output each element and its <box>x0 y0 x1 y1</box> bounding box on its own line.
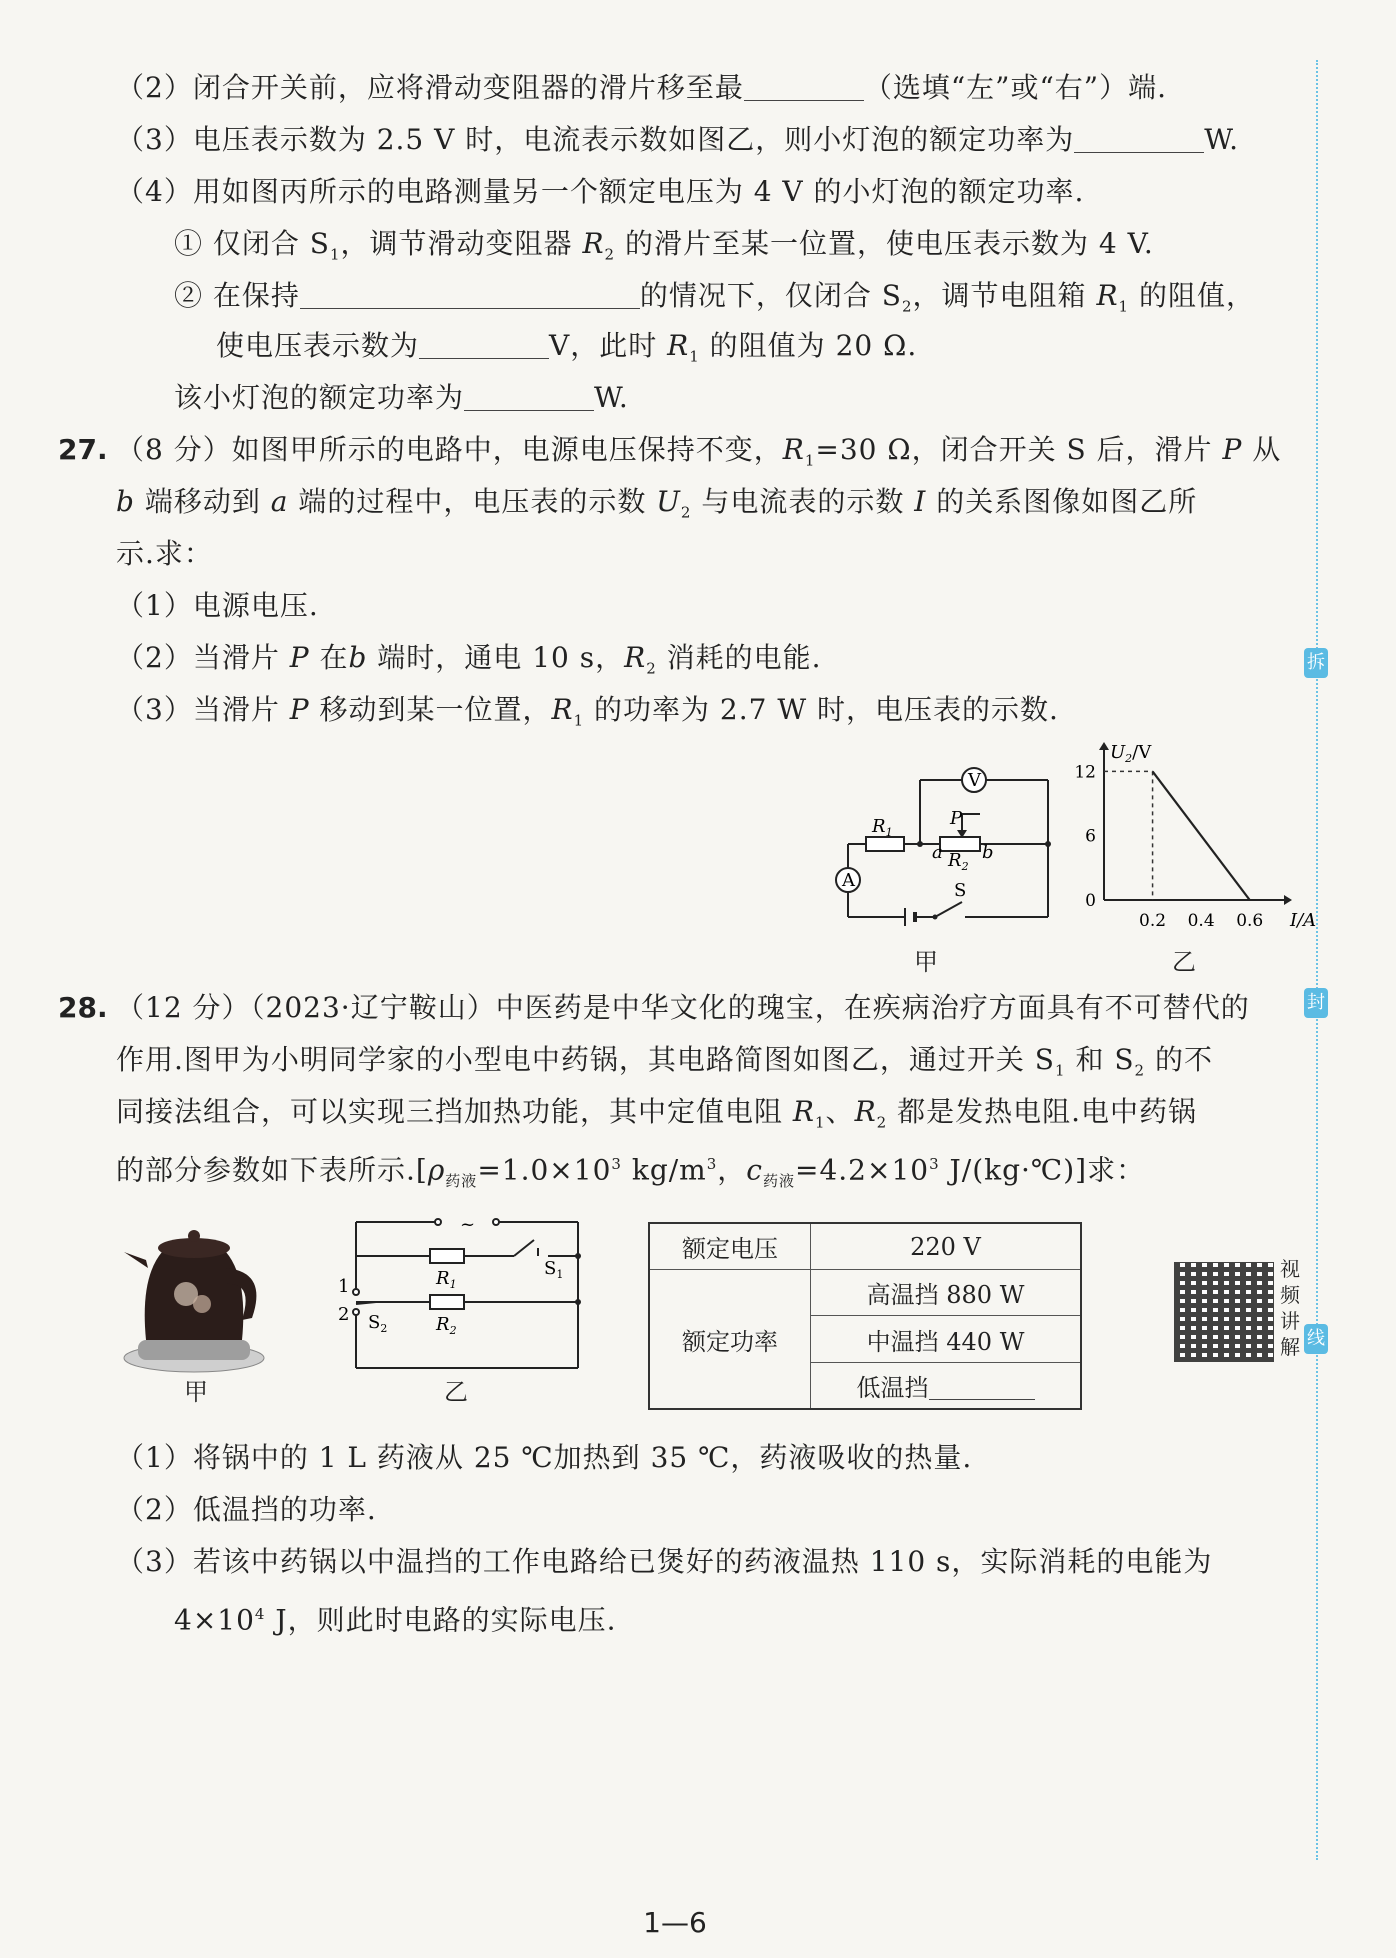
answer-blank[interactable] <box>1074 124 1204 153</box>
q28-part2: （2）低温挡的功率. <box>116 1493 377 1526</box>
y-tick-label: 6 <box>1085 826 1096 847</box>
table-cell: 额定功率 <box>649 1270 811 1409</box>
switch-icon <box>935 902 962 917</box>
pot-parameter-table <box>648 1222 1082 1410</box>
q28-circuit-diagram <box>330 1208 590 1378</box>
answer-blank[interactable] <box>929 1371 1035 1400</box>
table-cell: 高温挡 880 W <box>811 1270 1082 1316</box>
q27-stem-line1: （8 分）如图甲所示的电路中，电源电压保持不变，$R_1=30$ Ω，闭合开关 S 后，滑片 P 从 <box>116 433 1282 470</box>
y-tick-label: 12 <box>1074 762 1096 783</box>
herbal-pot-photo <box>118 1208 278 1378</box>
r2-label: $R_2$ <box>436 1314 457 1337</box>
r1-label: $R_1$ <box>872 816 893 839</box>
side-tag-xian: 线 <box>1304 1324 1328 1354</box>
q28-part3: （3）若该中药锅以中温挡的工作电路给已煲好的药液温热 110 s，实际消耗的电能为 <box>116 1545 1213 1578</box>
q27-fig-yi-caption: 乙 <box>1172 948 1196 976</box>
q28-number: 28. <box>58 991 108 1024</box>
answer-blank[interactable] <box>744 72 864 101</box>
q26-part4-result: 该小灯泡的额定功率为 W. <box>174 381 629 414</box>
resistor-r1 <box>866 837 904 851</box>
b-label: b <box>982 842 994 863</box>
x-axis-arrow <box>1284 895 1292 905</box>
q27-stem-line2: b 端移动到 a 端的过程中，电压表的示数 $U_2$ 与电流表的示数 I 的关系图像如图乙所 <box>116 485 1198 522</box>
qr-caption: 视频讲解 <box>1280 1257 1300 1359</box>
q28-stem-line2: 作用.图甲为小明同学家的小型电中药锅，其电路简图如图乙，通过开关 $S_1$ 和 $S_2$ 的不 <box>116 1043 1213 1080</box>
p-label: P <box>950 808 963 829</box>
side-tag-feng: 封 <box>1304 988 1328 1018</box>
y-tick-label: 0 <box>1085 891 1096 911</box>
series-line <box>1153 771 1250 900</box>
side-tag-chai: 拆 <box>1304 648 1328 678</box>
ac-source-label: ~ <box>460 1214 476 1235</box>
q27-part3: （3）当滑片 P 移动到某一位置，$R_1$ 的功率为 2.7 W 时，电压表的示数. <box>116 693 1059 730</box>
table-cell: 额定电压 <box>649 1223 811 1270</box>
table-cell: 中温挡 440 W <box>811 1316 1082 1362</box>
ammeter-label: A <box>842 870 855 891</box>
q28-stem-line4: 的部分参数如下表所示$.[\rho_{药液}=1.0\times 10^3$ $kg/m^3$，$c_{药液}=4.2\times 10^3$ J/(kg·℃)]求： <box>116 1153 1146 1190</box>
rheostat-r2 <box>940 837 980 851</box>
q27-number: 27. <box>58 433 108 466</box>
q27-circuit-diagram <box>820 752 1060 952</box>
contact-2-label: 2 <box>338 1304 350 1325</box>
q26-part4-step2: ② 在保持 的情况下，仅闭合 $S_2$，调节电阻箱 $R_1$ 的阻值， <box>174 279 1255 316</box>
y-axis-label: $U_2/V$ <box>1110 742 1152 765</box>
s2-label: $S_2$ <box>368 1312 388 1335</box>
r2-label: $R_2$ <box>948 850 969 873</box>
q27-part2: （2）当滑片 P 在b 端时，通电 10 s，$R_2$ 消耗的电能. <box>116 641 822 678</box>
q27-graph <box>1070 740 1317 940</box>
answer-blank[interactable] <box>419 330 549 359</box>
x-tick-label: 0.4 <box>1187 911 1215 931</box>
switch-label: S <box>954 880 967 901</box>
resistor-r2 <box>430 1295 464 1309</box>
q28-part3-cont: $4\times 10^4$ J，则此时电路的实际电压. <box>174 1603 617 1637</box>
resistor-r1 <box>430 1249 464 1263</box>
q26-part4-step2-cont: 使电压表示数为 V，此时 $R_1$ 的阻值为 20 Ω. <box>216 329 918 366</box>
q27-stem-line3: 示.求： <box>116 537 213 570</box>
q28-fig-jia-caption: 甲 <box>184 1378 208 1406</box>
answer-blank[interactable] <box>464 382 594 411</box>
contact-1-label: 1 <box>338 1276 350 1297</box>
y-axis-arrow <box>1099 742 1109 750</box>
q28-stem-line1: （12 分）（2023·辽宁鞍山）中医药是中华文化的瑰宝，在疾病治疗方面具有不可替代的 <box>116 991 1250 1024</box>
table-cell: 低温挡 <box>811 1362 1082 1409</box>
q27-part1: （1）电源电压. <box>116 589 319 622</box>
r1-label: $R_1$ <box>436 1268 457 1291</box>
q26-part3: （3）电压表示数为 2.5 V 时，电流表示数如图乙，则小灯泡的额定功率为 W. <box>116 123 1240 156</box>
s1-label: $S_1$ <box>544 1258 564 1281</box>
answer-blank[interactable] <box>300 280 640 309</box>
page-number: 1—6 <box>643 1906 707 1939</box>
voltmeter-label: V <box>968 770 981 791</box>
qr-code-icon[interactable] <box>1174 1262 1274 1362</box>
q28-fig-yi-caption: 乙 <box>444 1378 468 1406</box>
q28-part1: （1）将锅中的 1 L 药液从 25 ℃加热到 35 ℃，药液吸收的热量. <box>116 1441 973 1474</box>
q26-part4-step1: ① 仅闭合 $S_1$，调节滑动变阻器 $R_2$ 的滑片至某一位置，使电压表示数为 4 V. <box>174 227 1154 264</box>
q26-part4: （4）用如图丙所示的电路测量另一个额定电压为 4 V 的小灯泡的额定功率. <box>116 175 1085 208</box>
table-cell: 220 V <box>811 1223 1082 1270</box>
x-axis-label: I/A <box>1290 910 1317 931</box>
q28-stem-line3: 同接法组合，可以实现三挡加热功能，其中定值电阻 $R_1$、$R_2$ 都是发热电阻.电中药锅 <box>116 1095 1198 1132</box>
q26-part2: （2）闭合开关前，应将滑动变阻器的滑片移至最 （选填“左”或“右”）端. <box>116 71 1167 104</box>
a-label: a <box>932 842 943 863</box>
x-tick-label: 0.2 <box>1139 911 1167 931</box>
q27-fig-jia-caption: 甲 <box>914 948 938 976</box>
x-tick-label: 0.6 <box>1236 911 1264 931</box>
